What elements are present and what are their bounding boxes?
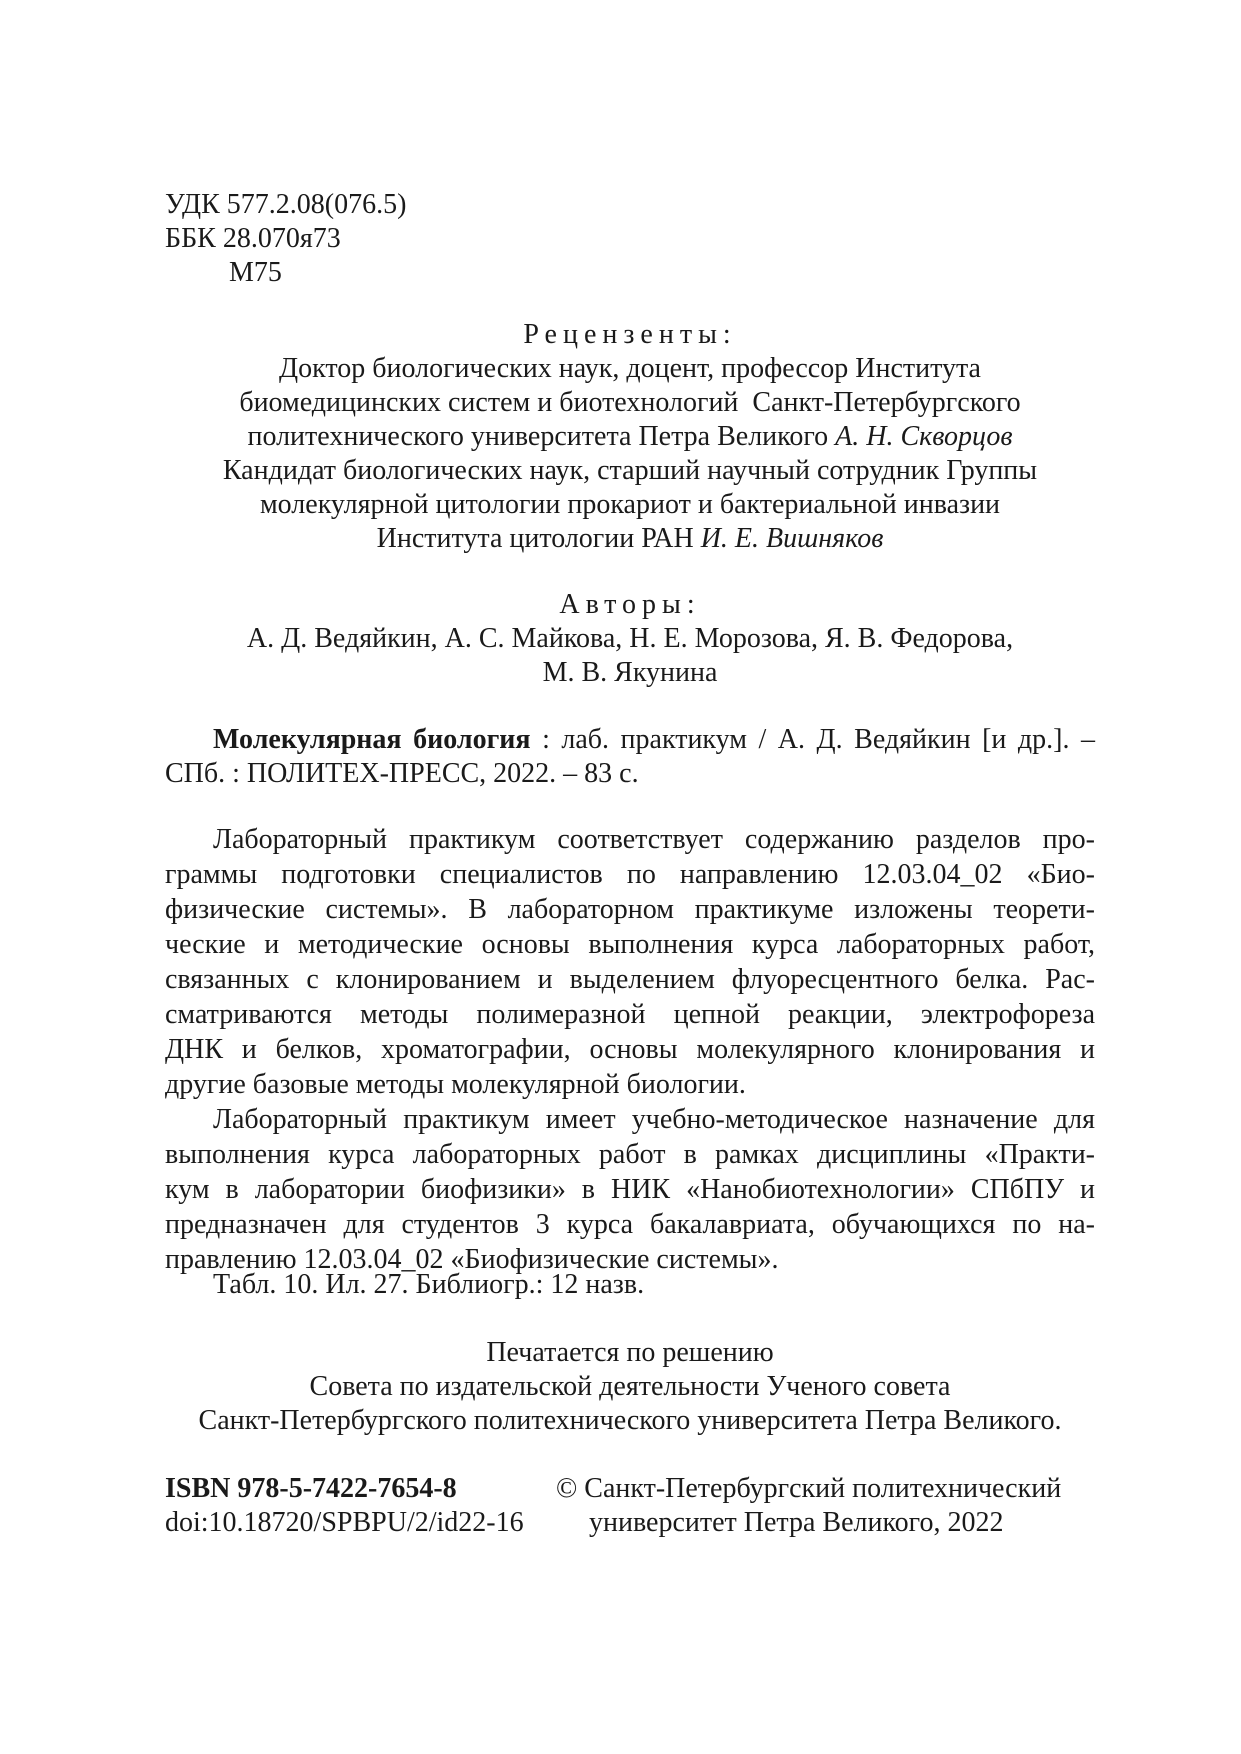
abstract-p1-line: физические системы». В лабораторном практикуме изложены теорети- [165, 894, 1095, 925]
reviewers-section [165, 318, 1095, 556]
reviewer-2-line-2: молекулярной цитологии прокариот и бактериальной инвазии [259, 489, 1001, 520]
abstract-p1-line: ческие и методические основы выполнения курса лабораторных работ, [165, 929, 1095, 960]
publishing-decision [165, 1336, 1095, 1438]
abstract-paragraph-1 [165, 822, 1095, 1102]
reviewer-2-line-1: Кандидат биологических наук, старший научный сотрудник Группы [222, 455, 1038, 486]
abstract-p2-line: предназначен для студентов 3 курса бакалавриата, обучающихся по на- [165, 1209, 1095, 1240]
publishing-line-1: Печатается по решению [486, 1337, 774, 1368]
authors-line-1: А. Д. Ведяйкин, А. С. Майкова, Н. Е. Морозова, Я. В. Федорова, [246, 623, 1014, 654]
reviewer-1-line-3 [165, 420, 1095, 454]
abstract-p2-line: кум в лаборатории биофизики» в НИК «Нанобиотехнологии» СПбПУ и [165, 1174, 1095, 1205]
doi: doi:10.18720/SPBPU/2/id22-16 [165, 1507, 524, 1538]
reviewer-2-line-3 [165, 522, 1095, 556]
copyright-line-2: университет Петра Великого, 2022 [589, 1507, 1004, 1538]
author-mark: М75 [229, 257, 282, 288]
reviewer-1-affiliation: политехнического университета Петра Великого [247, 421, 829, 452]
abstract-p1-line: другие базовые методы молекулярной биологии. [165, 1069, 746, 1100]
copyright-line-1: © Санкт-Петербургский политехнический [556, 1473, 1062, 1504]
abstract-p1-line: сматриваются методы полимеразной цепной реакции, электрофореза [165, 999, 1095, 1030]
reviewer-2-affiliation: Института цитологии РАН [376, 523, 694, 554]
udk-code: УДК 577.2.08(076.5) [165, 189, 407, 220]
abstract-p1-line: Лабораторный практикум соответствует содержанию разделов про- [213, 824, 1095, 855]
reviewers-heading: Рецензенты: [523, 319, 737, 350]
abstract-p2-line: Лабораторный практикум имеет учебно-методическое назначение для [213, 1104, 1095, 1135]
reviewer-1-line-2: биомедицинских систем и биотехнологий Санкт-Петербургского [239, 387, 1021, 418]
publishing-line-3: Санкт-Петербургского политехнического университета Петра Великого. [198, 1405, 1062, 1436]
citation [213, 722, 1095, 757]
abstract-p2-line: правлению 12.03.04_02 «Биофизические системы». [165, 1244, 779, 1275]
authors-heading: Авторы: [559, 589, 701, 620]
abstract-p1-line: ДНК и белков, хроматографии, основы молекулярного клонирования и [165, 1034, 1095, 1065]
book-title: Молекулярная биология [213, 724, 531, 755]
citation-line-1 [213, 722, 1095, 757]
publishing-line-2: Совета по издательской деятельности Ученого совета [309, 1371, 951, 1402]
authors-section [165, 588, 1095, 690]
reviewer-2-name: И. Е. Вишняков [700, 523, 884, 554]
authors-line-2: М. В. Якунина [542, 657, 718, 688]
abstract-paragraph-2 [165, 1102, 1095, 1277]
abstract-p1-line: связанных с клонированием и выделением флуоресцентного белка. Рас- [165, 964, 1095, 995]
abstract-p2-line: выполнения курса лабораторных работ в рамках дисциплины «Практи- [165, 1139, 1095, 1170]
stats-line: Табл. 10. Ил. 27. Библиогр.: 12 назв. [213, 1269, 645, 1300]
abstract-p1-line: граммы подготовки специалистов по направлению 12.03.04_02 «Био- [165, 859, 1095, 890]
citation-rest: : лаб. практикум / А. Д. Ведяйкин [и др.]. – [530, 724, 1096, 755]
citation-line-2: СПб. : ПОЛИТЕХ-ПРЕСС, 2022. – 83 с. [165, 758, 639, 789]
reviewer-1-name: А. Н. Скворцов [835, 421, 1013, 452]
reviewer-1-line-1: Доктор биологических наук, доцент, профессор Института [279, 353, 981, 384]
bbk-code: ББК 28.070я73 [165, 223, 341, 254]
isbn: ISBN 978-5-7422-7654-8 [165, 1473, 457, 1504]
